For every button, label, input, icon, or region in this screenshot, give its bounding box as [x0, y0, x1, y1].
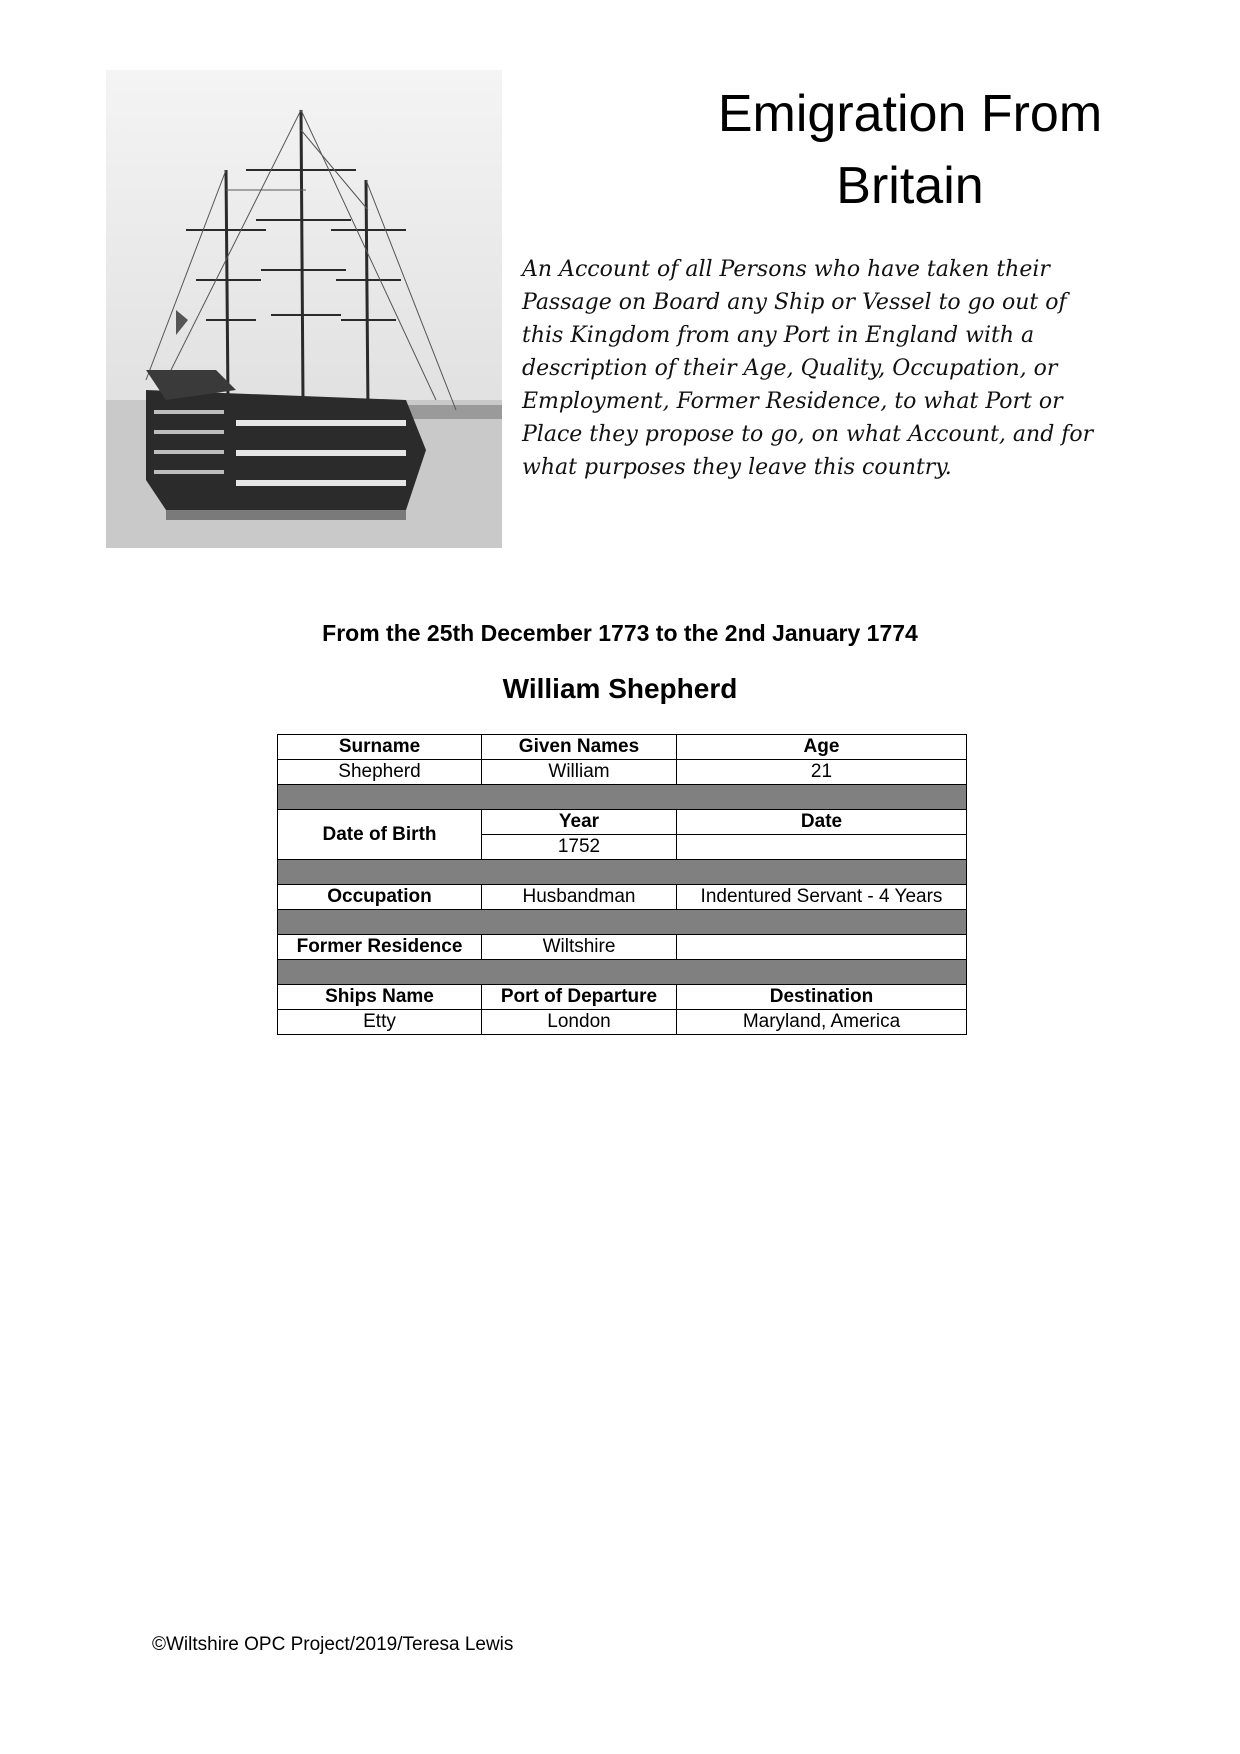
- ship-photograph: [106, 70, 502, 548]
- separator-row: [278, 785, 967, 810]
- separator-row: [278, 910, 967, 935]
- age-value: 21: [677, 760, 967, 785]
- intro-line: this Kingdom from any Port in England with a: [522, 323, 1035, 348]
- occupation-value: Husbandman: [482, 885, 677, 910]
- copyright-footer: ©Wiltshire OPC Project/2019/Teresa Lewis: [152, 1634, 514, 1655]
- former-residence-value: Wiltshire: [482, 935, 677, 960]
- intro-line: Passage on Board any Ship or Vessel to go out of: [522, 290, 1067, 315]
- destination-header: Destination: [677, 985, 967, 1010]
- port-of-departure-value: London: [482, 1010, 677, 1035]
- page-title-line-2: Britain: [836, 157, 984, 215]
- separator-bar: [278, 860, 967, 885]
- separator-bar: [278, 960, 967, 985]
- date-range-heading: From the 25th December 1773 to the 2nd January 1774: [322, 620, 918, 646]
- occupation-note: Indentured Servant - 4 Years: [677, 885, 967, 910]
- occupation-label: Occupation: [278, 885, 482, 910]
- date-of-birth-label: Date of Birth: [278, 810, 482, 860]
- birth-date-value: [677, 835, 967, 860]
- destination-value: Maryland, America: [677, 1010, 967, 1035]
- table-row: [278, 810, 967, 835]
- table-row: [278, 1010, 967, 1035]
- former-residence-label: Former Residence: [278, 935, 482, 960]
- page-title: [660, 78, 1160, 222]
- table-row: [278, 985, 967, 1010]
- given-names-value: William: [482, 760, 677, 785]
- surname-header: Surname: [278, 735, 482, 760]
- former-residence-extra: [677, 935, 967, 960]
- separator-row: [278, 860, 967, 885]
- table-row: [278, 735, 967, 760]
- birth-year-header: Year: [482, 810, 677, 835]
- emigrant-record-table: [277, 734, 967, 1035]
- separator-row: [278, 960, 967, 985]
- given-names-header: Given Names: [482, 735, 677, 760]
- separator-bar: [278, 785, 967, 810]
- birth-year-value: 1752: [482, 835, 677, 860]
- birth-date-header: Date: [677, 810, 967, 835]
- intro-line: Employment, Former Residence, to what Port or: [522, 389, 1063, 414]
- page-title-line-1: Emigration From: [717, 85, 1103, 143]
- age-header: Age: [677, 735, 967, 760]
- person-name-heading: William Shepherd: [502, 673, 738, 704]
- table-row: [278, 885, 967, 910]
- ships-name-value: Etty: [278, 1010, 482, 1035]
- port-of-departure-header: Port of Departure: [482, 985, 677, 1010]
- table-row: [278, 760, 967, 785]
- separator-bar: [278, 910, 967, 935]
- intro-line: description of their Age, Quality, Occupation, or: [522, 356, 1058, 381]
- table-row: [278, 935, 967, 960]
- ships-name-header: Ships Name: [278, 985, 482, 1010]
- intro-line: what purposes they leave this country.: [522, 455, 952, 480]
- intro-paragraph: [522, 253, 1102, 484]
- intro-line: An Account of all Persons who have taken their: [522, 257, 1050, 282]
- intro-line: Place they propose to go, on what Account, and for: [522, 422, 1094, 447]
- surname-value: Shepherd: [278, 760, 482, 785]
